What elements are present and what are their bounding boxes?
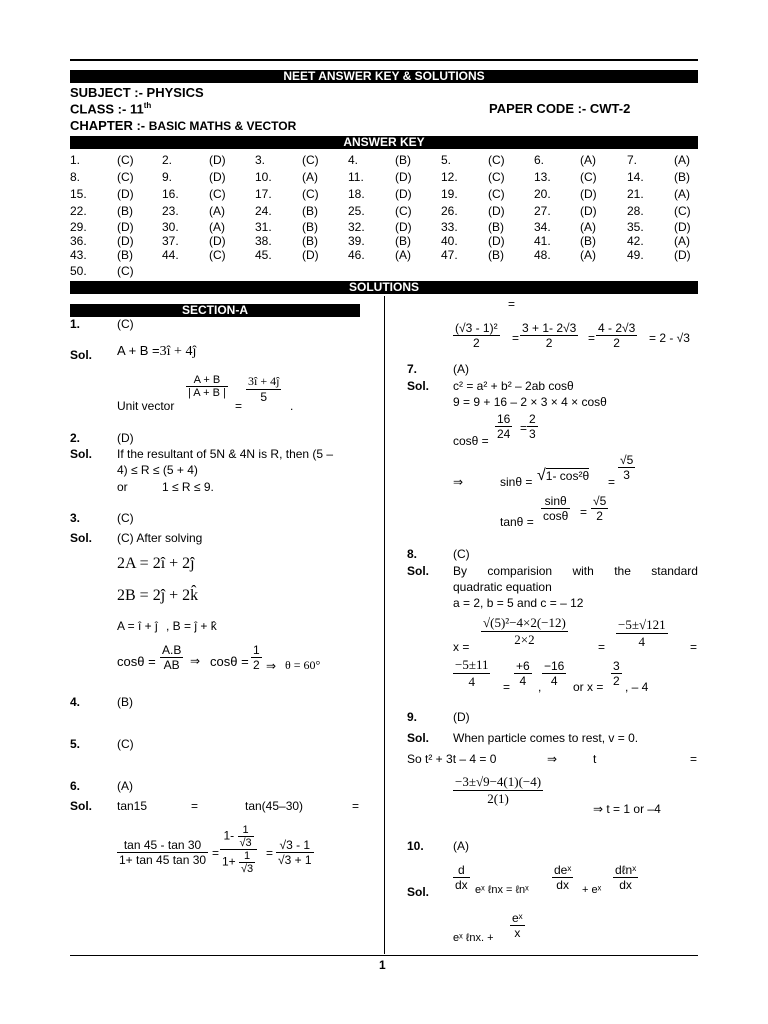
q3-answer: (C)	[117, 511, 134, 525]
answer-key-answer: (C)	[209, 248, 226, 262]
q9-frac: $\frac{-3\pm√9-4(1)(-4)}{2(1)}$	[455, 774, 542, 806]
q7-arrow: ⇒	[453, 475, 464, 489]
answer-key-answer: (C)	[302, 187, 319, 201]
answer-key-number: 12.	[441, 170, 458, 184]
answer-key-answer: (D)	[117, 234, 134, 248]
answer-key-answer: (D)	[488, 234, 505, 248]
r1-tail: = 2 - √3	[649, 331, 690, 345]
answer-key-number: 36.	[70, 234, 87, 248]
q6-number: 6.	[70, 779, 81, 793]
answer-key-number: 13.	[534, 170, 551, 184]
answer-key-answer: (A)	[674, 187, 690, 201]
q3-cos-frac: $\frac{A.B}{AB}$	[162, 643, 182, 672]
answer-key-number: 10.	[255, 170, 272, 184]
q7-frac1: $\frac{16}{24}$	[497, 412, 511, 441]
q3-arrow1: ⇒	[190, 654, 201, 668]
q2-line2: 4) ≤ R ≤ (5 + 4)	[117, 463, 198, 477]
q3-cos1: cosθ =	[117, 654, 156, 669]
answer-key-number: 48.	[534, 248, 551, 262]
section-a-bar	[70, 304, 360, 317]
answer-key-number: 44.	[162, 248, 179, 262]
answer-key-answer: (D)	[209, 234, 226, 248]
q8-line3: a = 2, b = 5 and c = – 12	[453, 596, 584, 610]
answer-key-number: 6.	[534, 153, 545, 167]
subject: SUBJECT :- PHYSICS	[70, 85, 204, 100]
chapter: CHAPTER :- BASIC MATHS & VECTOR	[70, 118, 297, 133]
answer-key-number: 23.	[162, 204, 179, 218]
q1-unit-vector-dot: .	[290, 399, 294, 413]
q8-disc-frac: $\frac{\text{√(5)²−4×2(−12)}}{2\times 2}$	[483, 615, 566, 647]
answer-key-number: 24.	[255, 204, 272, 218]
q7-tan-eq: =	[580, 505, 588, 519]
q3-half-frac: $\frac{1}{2}$	[253, 643, 260, 672]
q8-x: x =	[453, 640, 470, 654]
answer-key-answer: (C)	[117, 264, 134, 278]
answer-key-answer: (C)	[302, 153, 319, 167]
q7-sin-frac: $\frac{√5}{3}$	[620, 453, 634, 482]
answer-key-number: 30.	[162, 220, 179, 234]
answer-key-answer: (A)	[580, 220, 596, 234]
q8-number: 8.	[407, 547, 418, 561]
q6-sol-label: Sol.	[70, 799, 93, 813]
answer-key-number: 7.	[627, 153, 638, 167]
answer-key-answer: (B)	[395, 153, 411, 167]
answer-key-number: 45.	[255, 248, 272, 262]
answer-key-answer: (C)	[117, 153, 134, 167]
r1-eq2: =	[588, 331, 596, 345]
q3-eq3a: A = î + ĵ	[117, 619, 158, 633]
q3-eq2: 2B = 2ĵ + 2k̂	[117, 587, 199, 604]
q6-answer: (A)	[117, 779, 133, 793]
answer-key-number: 17.	[255, 187, 272, 201]
answer-key-number: 22.	[70, 204, 87, 218]
answer-key-number: 37.	[162, 234, 179, 248]
answer-key-answer: (A)	[580, 153, 596, 167]
answer-key-answer: (C)	[488, 187, 505, 201]
r1-frac2: $\frac{3 + 1- 2√3}{2}$	[522, 321, 577, 350]
answer-key-answer: (D)	[395, 170, 412, 184]
answer-key-number: 42.	[627, 234, 644, 248]
answer-key-answer: (D)	[395, 220, 412, 234]
answer-key-number: 14.	[627, 170, 644, 184]
q1-unit-vector-label: Unit vector	[117, 399, 175, 413]
answer-key-number: 8.	[70, 170, 81, 184]
answer-key-number: 25.	[348, 204, 365, 218]
answer-key-number: 11.	[348, 170, 364, 184]
answer-key-answer: (B)	[117, 248, 133, 262]
answer-key-answer: (D)	[395, 187, 412, 201]
answer-key-number: 40.	[441, 234, 458, 248]
answer-key-number: 33.	[441, 220, 458, 234]
answer-key-answer: (C)	[395, 204, 412, 218]
answer-key-number: 50.	[70, 264, 87, 278]
q7-line2: 9 = 9 + 16 – 2 × 3 × 4 × cosθ	[453, 395, 607, 409]
answer-key-answer: (A)	[209, 204, 225, 218]
answer-key-answer: (B)	[580, 234, 596, 248]
q10-last: eˣ ℓnx. +	[453, 932, 494, 944]
answer-key-answer: (D)	[209, 153, 226, 167]
q1-unit-vector-frac2: $\frac{3î + 4ĵ}{5}$	[248, 374, 280, 404]
q1-sol-eq: A + B =3î + 4ĵ	[117, 343, 197, 359]
bottom-rule	[70, 955, 698, 956]
q9-answer: (D)	[453, 710, 470, 724]
q8-answer: (C)	[453, 547, 470, 561]
answer-key-number: 1.	[70, 153, 81, 167]
answer-key-answer: (C)	[117, 170, 134, 184]
q9-line2c: t	[593, 752, 597, 766]
page-title: NEET ANSWER KEY & SOLUTIONS	[283, 69, 485, 83]
q1-unit-vector-frac: $\frac{A + B}{| A + B |}$	[188, 374, 226, 399]
answer-key-number: 27.	[534, 204, 551, 218]
answer-key-answer: (D)	[302, 248, 319, 262]
q2-line3a: or	[117, 480, 128, 494]
answer-key-answer: (B)	[302, 234, 318, 248]
q10-mid: eˣ ℓnx = ℓnˣ	[475, 884, 529, 896]
answer-key-number: 29.	[70, 220, 87, 234]
q8-tail: , – 4	[625, 680, 649, 694]
q8-or: or x =	[573, 680, 604, 694]
answer-key-number: 9.	[162, 170, 173, 184]
q9-number: 9.	[407, 710, 418, 724]
q1-answer: (C)	[117, 317, 134, 331]
q10-d1-frac: $\frac{d}{dx}$	[455, 863, 468, 892]
top-rule	[70, 59, 698, 61]
q10-answer: (A)	[453, 839, 469, 853]
q8-line1: By comparision with the standard	[453, 564, 698, 578]
q6-complex-frac: 1- $\frac{1}{√3}$ 1+ $\frac{1}{√3}$	[220, 824, 257, 875]
answer-key-answer: (D)	[488, 204, 505, 218]
q8-c-frac: $\frac{3}{2}$	[613, 659, 620, 688]
q3-theta: θ = 60°	[285, 658, 321, 672]
q6-s1: tan15	[117, 799, 148, 813]
answer-key-answer: (D)	[580, 187, 597, 201]
q2-sol-label: Sol.	[70, 447, 93, 461]
q8-eq2: =	[690, 640, 698, 654]
r1-frac3: $\frac{4 - 2√3}{2}$	[598, 321, 636, 350]
q8-sol-label: Sol.	[407, 564, 430, 578]
q3-cos2: cosθ =	[210, 654, 249, 669]
q4-answer: (B)	[117, 695, 133, 709]
q8-eq1: =	[598, 640, 606, 654]
q6-frac1: $\frac{\tan 45 - \tan 30}{1+ \tan 45 \tan 30}$	[119, 838, 207, 867]
r1-eq1: =	[512, 331, 520, 345]
answer-key-answer: (D)	[674, 248, 691, 262]
q4-number: 4.	[70, 695, 81, 709]
solutions-bar	[70, 281, 698, 294]
page-title-bar	[70, 70, 698, 83]
answer-key-answer: (B)	[117, 204, 133, 218]
q9-tail: ⇒ t = 1 or –4	[593, 802, 661, 816]
q7-sol-label: Sol.	[407, 379, 430, 393]
q3-sol-label: Sol.	[70, 531, 93, 545]
answer-key-bar	[70, 136, 698, 149]
q10-d3-frac: $\frac{\text{dℓnˣ}}{dx}$	[615, 863, 637, 892]
answer-key-answer: (B)	[488, 248, 504, 262]
q2-answer: (D)	[117, 431, 134, 445]
q8-a-frac: $\frac{+6}{4}$	[516, 659, 530, 688]
q3-line1: (C) After solving	[117, 531, 203, 545]
q10-d2-frac: $\frac{\text{deˣ}}{dx}$	[554, 863, 572, 892]
answer-key-number: 46.	[348, 248, 365, 262]
answer-key-number: 31.	[255, 220, 272, 234]
answer-key-number: 19.	[441, 187, 458, 201]
q5-number: 5.	[70, 737, 81, 751]
answer-key-answer: (D)	[209, 170, 226, 184]
q6-s2: =	[191, 799, 199, 813]
q1-number: 1.	[70, 317, 81, 331]
q7-frac2: $\frac{2}{3}$	[529, 412, 536, 441]
answer-key-answer: (B)	[488, 220, 504, 234]
answer-key-number: 4.	[348, 153, 359, 167]
q7-line1: c² = a² + b² – 2ab cosθ	[453, 379, 574, 393]
answer-key-answer: (A)	[395, 248, 411, 262]
q6-s3: tan(45–30)	[245, 799, 304, 813]
q7-eq: =	[520, 421, 528, 435]
q3-arrow2: ⇒	[266, 659, 277, 673]
r1-frac1: $\frac{\text{(√3 - 1)²}}{2}$	[455, 321, 498, 350]
q7-sin: sinθ =	[500, 475, 533, 489]
q8-b-frac: $\frac{-16}{4}$	[544, 659, 565, 688]
q7-tan-frac2: $\frac{√5}{2}$	[593, 494, 607, 523]
q2-number: 2.	[70, 431, 81, 445]
q10-plus: + eˣ	[582, 884, 602, 896]
q9-line1: When particle comes to rest, v = 0.	[453, 731, 639, 745]
answer-key-answer: (B)	[395, 234, 411, 248]
answer-key-answer: (C)	[488, 153, 505, 167]
answer-key-number: 41.	[534, 234, 551, 248]
answer-key-answer: (A)	[674, 234, 690, 248]
q3-eq1: 2A = 2î + 2ĵ	[117, 555, 195, 572]
answer-key-answer: (A)	[302, 170, 318, 184]
page-number: 1	[379, 958, 386, 972]
q8-line2: quadratic equation	[453, 580, 552, 594]
answer-key-number: 43.	[70, 248, 87, 262]
answer-key-answer: (B)	[674, 170, 690, 184]
answer-key-answer: (D)	[580, 204, 597, 218]
paper-code: PAPER CODE :- CWT-2	[489, 101, 631, 116]
q7-tan: tanθ =	[500, 515, 534, 529]
answer-key-answer: (D)	[117, 220, 134, 234]
q1-unit-vector-eq: =	[235, 399, 243, 413]
right-top-eq: =	[508, 297, 516, 311]
answer-key-number: 5.	[441, 153, 452, 167]
answer-key-answer: (A)	[580, 248, 596, 262]
q7-tan-frac1: $\frac{\sin\theta}{\cos\theta}$	[543, 494, 569, 523]
column-divider	[384, 296, 385, 954]
answer-key-title: ANSWER KEY	[343, 135, 425, 149]
answer-key-answer: (C)	[580, 170, 597, 184]
q7-number: 7.	[407, 362, 418, 376]
q7-answer: (A)	[453, 362, 469, 376]
answer-key-number: 39.	[348, 234, 365, 248]
q10-number: 10.	[407, 839, 424, 853]
q8-comma: ,	[538, 680, 542, 694]
answer-key-number: 38.	[255, 234, 272, 248]
q3-eq3b: , B = ĵ + k̂	[166, 619, 217, 633]
solutions-title: SOLUTIONS	[348, 280, 419, 294]
answer-key-number: 15.	[70, 187, 87, 201]
answer-key-answer: (D)	[117, 187, 134, 201]
answer-key-answer: (C)	[674, 204, 691, 218]
q6-s4: =	[352, 799, 360, 813]
q10-sol-label: Sol.	[407, 885, 430, 899]
answer-key-number: 28.	[627, 204, 644, 218]
answer-key-answer: (D)	[674, 220, 691, 234]
q8-eq3: =	[503, 680, 511, 694]
q7-cos: cosθ =	[453, 434, 489, 448]
section-a-title: SECTION-A	[182, 303, 248, 317]
q3-number: 3.	[70, 511, 81, 525]
q6-eq2: =	[266, 846, 274, 860]
q1-sol-label: Sol.	[70, 348, 93, 362]
answer-key-answer: (C)	[488, 170, 505, 184]
q6-eq: =	[212, 846, 220, 860]
q9-line2a: So t² + 3t – 4 = 0	[407, 752, 497, 766]
q6-frac3: $\frac{√3 - 1}{√3 + 1}$	[278, 838, 312, 867]
q8-s-frac: $\frac{-5\pm 11}{4}$	[455, 657, 489, 689]
answer-key-answer: (C)	[209, 187, 226, 201]
answer-key-number: 32.	[348, 220, 365, 234]
q10-d4-frac: $\frac{\text{eˣ}}{x}$	[512, 911, 523, 940]
q8-r-frac: $\frac{-5\pm√121}{4}$	[618, 617, 666, 649]
q9-line2d: =	[690, 752, 698, 766]
answer-key-number: 20.	[534, 187, 551, 201]
answer-key-number: 16.	[162, 187, 179, 201]
class-label: CLASS :- 11th	[70, 101, 152, 117]
answer-key-number: 34.	[534, 220, 551, 234]
answer-key-answer: (B)	[302, 220, 318, 234]
answer-key-number: 26.	[441, 204, 458, 218]
q9-sol-label: Sol.	[407, 731, 430, 745]
answer-key-number: 2.	[162, 153, 173, 167]
answer-key-answer: (B)	[302, 204, 318, 218]
q2-line3b: 1 ≤ R ≤ 9.	[162, 480, 214, 494]
q7-sin-eq: =	[608, 475, 616, 489]
answer-key-number: 18.	[348, 187, 365, 201]
answer-key-answer: (A)	[674, 153, 690, 167]
q5-answer: (C)	[117, 737, 134, 751]
answer-key-number: 47.	[441, 248, 458, 262]
q9-line2b: ⇒	[547, 752, 558, 766]
answer-key-answer: (A)	[209, 220, 225, 234]
answer-key-number: 3.	[255, 153, 266, 167]
answer-key-number: 21.	[627, 187, 644, 201]
q2-line1: If the resultant of 5N & 4N is R, then (5 –	[117, 447, 334, 461]
answer-key-number: 35.	[627, 220, 644, 234]
q7-sin-rad: √1- cos²θ	[537, 467, 590, 484]
answer-key-number: 49.	[627, 248, 644, 262]
